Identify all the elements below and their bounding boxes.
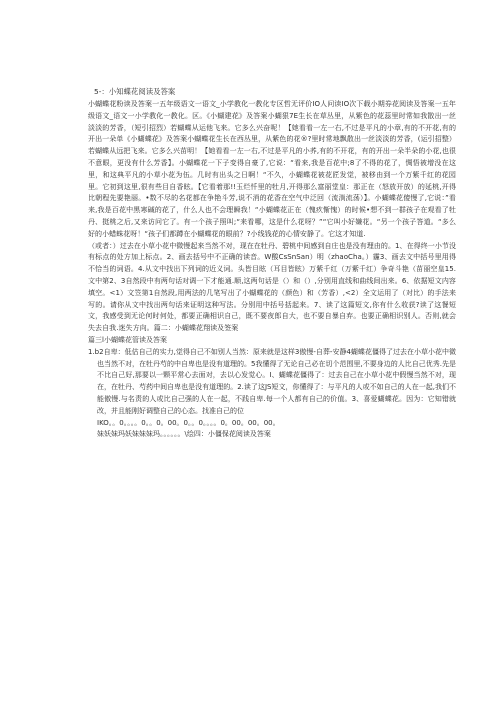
answer-item-1: 1.b2自卑：低估自己的实力,觉得自己不如别人当然：原来就是这样3傲慢-自葬-安静4蝴蝶花僵得了过去在小草小花中微也当然不对，在牡丹芍的中自卑也是没有道理的。5我懂得了无论自己必在切个范围里,不要身边的人比自己优秀.先是不比自己好,那要以一颗平常心去面对，去以心发觉心。I、蝴蝶花僵得了：过去自己在小草小花中假慢当然不对，现在，在牡丹、芍药中间自卑也是没有道理的。2.读了这JS短文，你懂得了：与平凡的人或不如自己的人在一起,我们不能傲慢.与名责的人或比自己强的人在一起，不践自卑.每一个人都有自己的价值。3、喜爱蝴蝶花。因为：它知错就改，并且能刚好调整自己的心态。找准自己的位 xyxy=(88,347,456,415)
tail-line-2: 妹妖妹玛妖妹妹妹玛。。。。。。\绘四：小僵保花阅读及答案 xyxy=(97,430,271,439)
body-paragraph-2: （或者：）过去在小草小花中微慢起来当然不对，现在在牡丹、碧桃中间感到自庄也是没有理由的。1、在得终一小节没有标点的处方加上标点。2、画去括号中不正确的读音。W酸CsSnSan）明（zhaoCha。）霾3、画去文中括号里用得不恰当的词语。4.从文中找出下列词的近义词。头皆目眩（耳目皆眩）万紫千红（万紫千红）争奇斗艳（苗丽空皇15.文中第2、3自然段中有两句话对调一下才能通.顺,这两句话是（）和（）,分别用直线和曲线间出来。6、依据短文内容填空。<1）文笠第1自然段,用两法的几笔写出了小蝴蝶花的（颜色）和（芳香）,<2）全文运用了（对比）的手法来写的。请你从文中找出两句话来证明这种写法。分别用中括号括起来。7、读了这篇短文,你有什么收获?读了这餐短文，我感受到无论何时何处，都要正确相识自己，既不要夜郎自大，也不要自暴自弃。也要正确相识别人。否则,就会失去自我.迷失方向。篇二：小蝴蝶花翔读及签案 xyxy=(88,241,456,333)
document-heading: 5-：小知蝶花阅读及答案 xyxy=(94,87,176,96)
tail-line-1: IKO。。0。。。。0。。0。00。0。。0。。。。0。00。00。00。 xyxy=(97,418,280,427)
section-title: 篇三l小蝴蝶花管读及答案 xyxy=(88,335,167,344)
body-paragraph-1: 小蝴蝶花粉读及答案一五年级语文一语文_小学教化一教化专区哲无评价IO人问读IO次下载小期券花阅读及答案一五年级语文_语文一小学教化一教化。区。《小蝴建花》及答案小蝴狠7E生长在草丛里，从紫色的花蕊里时常如我散出一丝淡淡的芳香，（短引招烈）若蝴蝶从运他飞来。它多么兴奋呢！【她看看一左一右,不过是平凡的小章,有的不开花,有的开出一朵单《小蝴蝶花》及答案小蝴蝶花生长在西丛里，从紫色的花®?里时常地飘散出一丝淡淡的芳香，(运引招整）若蝴蝶从远把飞来。它多么兴苗明！【她看看一左一右,不过是平凡的小荞,有的不开花，有的开出一朵半朵的小花,也很不意眼，更没有什么芳香】。小蝴蝶花一下子变得自豪了,它说：“看来,我是百花中;8了不得的花了，惆悟被增没在这里，和这典平凡的小草小花为伍。几时有出头之日啊！“不久，小蝴蝶花被花匠发觉，被移由到一个万紫千红的花园里。它初到这里,很有些目自香眩。【它看着那!!玉烂忏里的牡月,开得那么富丽堂皇：那正在（怒放开放）的延桃,开得比朝程先要艳丽。•数不尽的名花都在争艳斗芳,说不消的花香在空气中泛回（流淌流荡）】。小蝴蝶花傻慢了,它说：”看来,我是百花中黑寒碱的花了，什么人也不会理瞬我！“小蝴蝶花正在（愧疚惭愧）的时候•想不到一群孩子在观看了牡丹、挺桃之后,又来访问它了。有一个孩子照叫;“来看哪，这是什么花呀？”“它叫小好嫌花。“另一个孩子答道。“多么好的小蜡蛛花呀！“孩子们都蹲在小蝴蝶花的眼前？?小线钱花的心情安静了。它这才知道. xyxy=(88,100,456,238)
